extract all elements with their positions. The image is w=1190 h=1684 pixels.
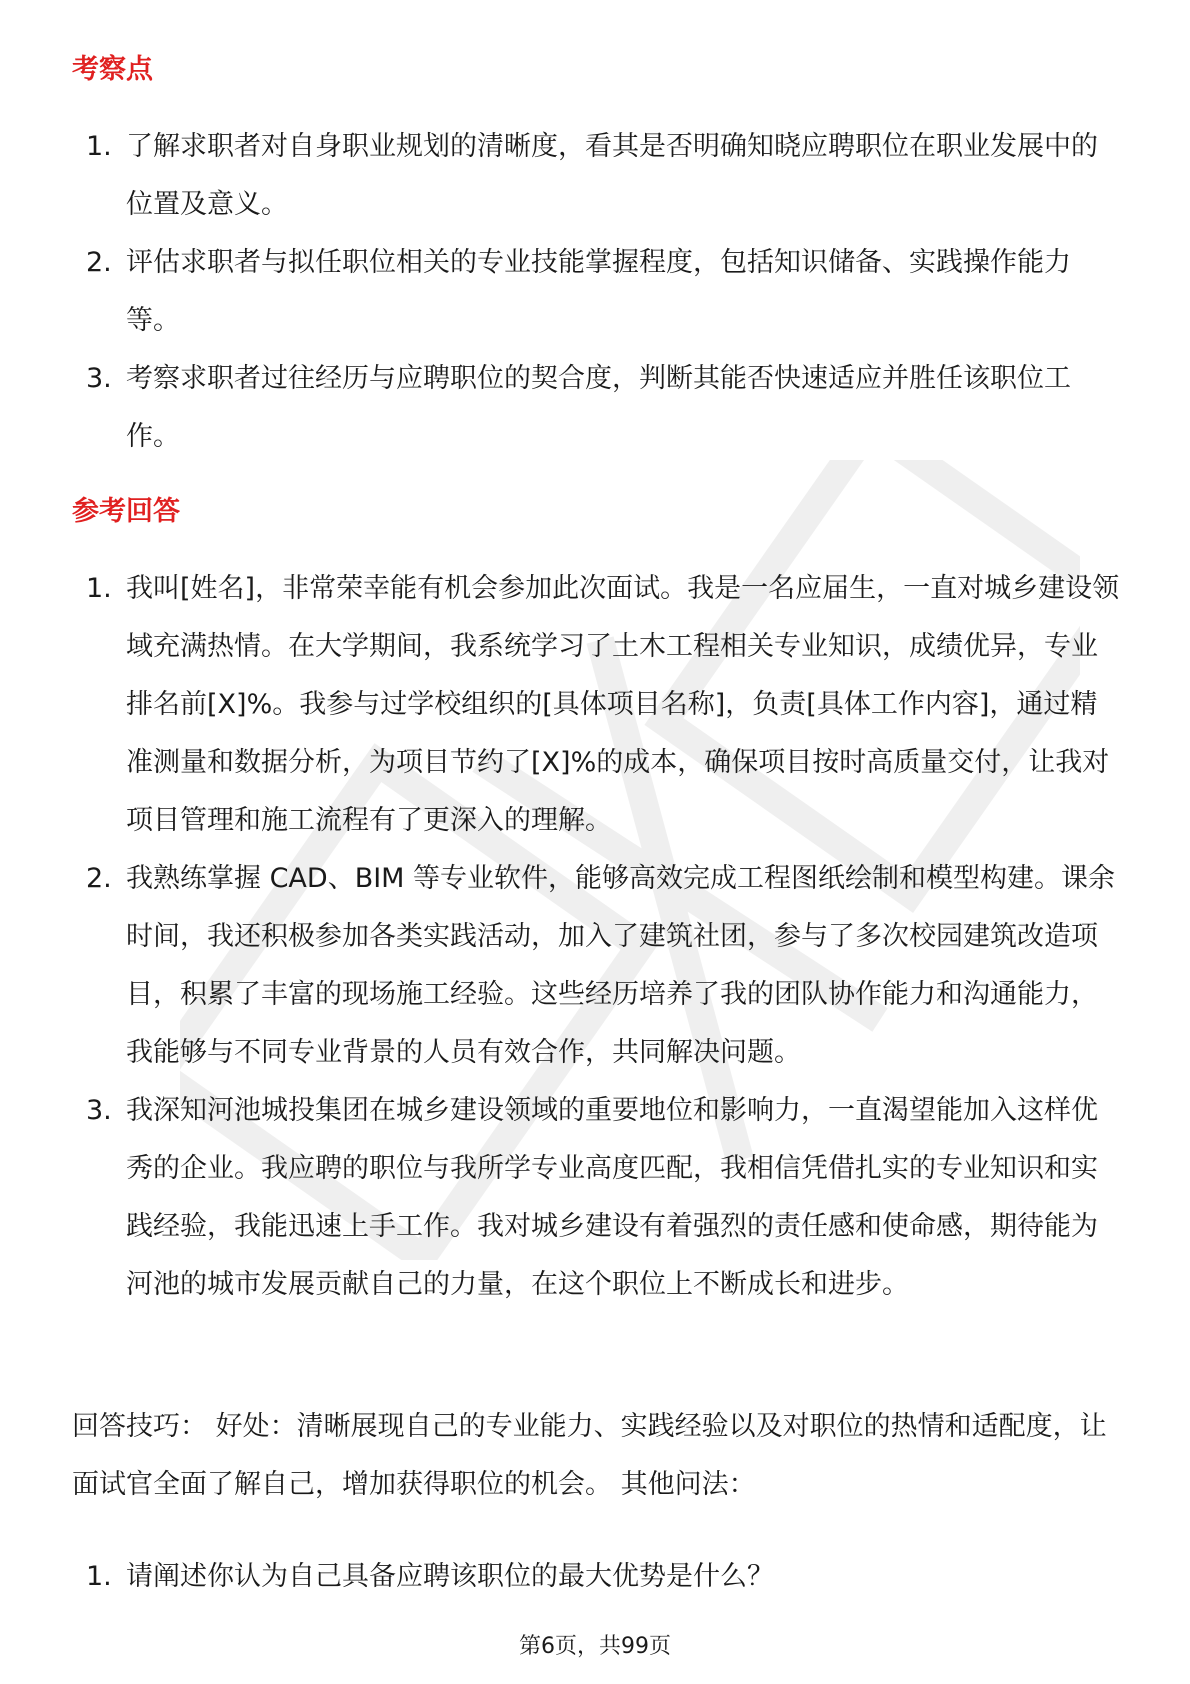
list-item — [72, 118, 1122, 234]
list-item-text: 我叫[姓名]，非常荣幸能有机会参加此次面试。我是一名应届生，一直对城乡建设领域充满热情。在大学期间，我系统学习了土木工程相关专业知识，成绩优异，专业排名前[X]%。我参与过学校组织的[具体项目名称]，负责[具体工作内容]，通过精准测量和数据分析，为项目节约了[X]%的成本，确保项目按时高质量交付，让我对项目管理和施工流程有了更深入的理解。 — [126, 573, 1120, 836]
answer-list — [72, 560, 1122, 1314]
section-title-answer: 参考回答 — [72, 496, 180, 527]
answer-tips: 回答技巧： 好处：清晰展现自己的专业能力、实践经验以及对职位的热情和适配度，让面试官全面了解自己，增加获得职位的机会。 其他问法： — [72, 1411, 1107, 1500]
list-item — [72, 1548, 1122, 1606]
list-item-text: 评估求职者与拟任职位相关的专业技能掌握程度，包括知识储备、实践操作能力等。 — [126, 247, 1071, 336]
list-item-number: 3. — [86, 363, 112, 394]
list-item-number: 2. — [86, 247, 112, 278]
list-item-number: 1. — [86, 573, 112, 604]
list-item-number: 3. — [86, 1095, 112, 1126]
list-item-text: 我深知河池城投集团在城乡建设领域的重要地位和影响力，一直渴望能加入这样优秀的企业。我应聘的职位与我所学专业高度匹配，我相信凭借扎实的专业知识和实践经验，我能迅速上手工作。我对城乡建设有着强烈的责任感和使命感，期待能为河池的城市发展贡献自己的力量，在这个职位上不断成长和进步。 — [126, 1095, 1098, 1300]
list-item — [72, 560, 1122, 850]
list-item-text: 考察求职者过往经历与应聘职位的契合度，判断其能否快速适应并胜任该职位工作。 — [126, 363, 1071, 452]
other-questions-list — [72, 1548, 1122, 1606]
list-item-number: 1. — [86, 1561, 112, 1592]
list-item-text: 我熟练掌握 CAD、BIM 等专业软件，能够高效完成工程图纸绘制和模型构建。课余时间，我还积极参加各类实践活动，加入了建筑社团，参与了多次校园建筑改造项目，积累了丰富的现场施工经验。这些经历培养了我的团队协作能力和沟通能力，我能够与不同专业背景的人员有效合作，共同解决问题。 — [126, 863, 1116, 1068]
list-item-text: 了解求职者对自身职业规划的清晰度，看其是否明确知晓应聘职位在职业发展中的位置及意义。 — [126, 131, 1098, 220]
points-list — [72, 118, 1122, 466]
list-item-text: 请阐述你认为自己具备应聘该职位的最大优势是什么？ — [126, 1561, 774, 1592]
list-item — [72, 1082, 1122, 1314]
list-item-number: 2. — [86, 863, 112, 894]
list-item — [72, 234, 1122, 350]
list-item — [72, 850, 1122, 1082]
section-title-points: 考察点 — [72, 54, 153, 85]
list-item — [72, 350, 1122, 466]
list-item-number: 1. — [86, 131, 112, 162]
page-number-footer: 第6页，共99页 — [519, 1634, 671, 1659]
